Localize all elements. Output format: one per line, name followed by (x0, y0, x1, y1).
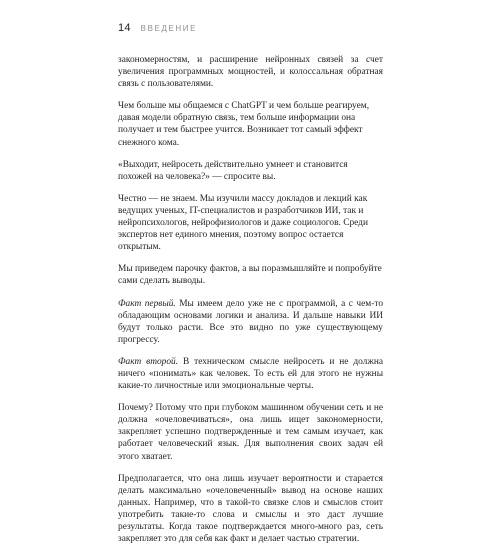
paragraph (118, 100, 383, 148)
fact-paragraph (118, 298, 383, 346)
fact-paragraph (118, 356, 383, 392)
fact-lead: Факт первый. (118, 298, 176, 309)
page-number: 14 (118, 22, 131, 34)
paragraph (118, 159, 383, 183)
paragraph-text: Мы имеем дело уже не с программой, а с чем-то обладающим основами логики и анализа. И дальше навыки ИИ будут только расти. Все это видно по уже существующему прогрессу. (118, 298, 384, 345)
paragraph-text: закономерностям, и расширение нейронных связей за счет увеличения программных мощностей, и колоссальная обратная связь с пользователями. (118, 55, 383, 90)
paragraph-text: Мы приведем парочку фактов, а вы поразмышляйте и попробуйте сами сделать выводы. (118, 264, 382, 287)
body-text (118, 54, 383, 555)
page-header (118, 22, 197, 34)
paragraph (118, 263, 383, 287)
paragraph-text: Почему? Потому что при глубоком машинном обучении сеть и не должна «очеловечиваться», она лишь ищет закономерности, закрепляет успешно подтвержденные и тем самым изучает, как работает человеческий язык. Для выполнения своих задач ей этого хватает. (118, 403, 383, 462)
paragraph-text: Предполагается, что она лишь изучает вероятности и старается делать максимально «очеловеченный» вывод на основе наших данных. Например, что в такой-то связке слов и смыслов стоит употребить такие-то слова и смыслы и это даст лучшие результаты. Когда такое подтверждается много-много раз, сеть закрепляет это для себя как факт и делает частью стратегии. (118, 473, 383, 545)
paragraph-text: «Выходит, нейросеть действительно умнеет и становится похожей на человека?» — спросите вы. (118, 159, 348, 182)
paragraph (118, 193, 383, 253)
paragraph (118, 473, 383, 546)
paragraph (118, 54, 383, 90)
paragraph-text: В техническом смысле нейросеть и не должна ничего «понимать» как человек. То есть ей для этого не нужны какие-то личностные или эмоциональные черты. (118, 356, 383, 392)
paragraph (118, 402, 383, 462)
running-head: ВВЕДЕНИЕ (140, 24, 198, 33)
paragraph-text: Честно — не знаем. Мы изучили массу докладов и лекций как ведущих ученых, IT-специалистов и разработчиков ИИ, так и нейропсихологов, нейрофизиологов и даже социологов. Среди экспертов нет единого мнения, поэтому вопрос остается открытым. (118, 193, 368, 253)
paragraph-text: Чем больше мы общаемся с ChatGPT и чем больше реагируем, давая модели обратную связь, тем больше информации она получает и тем быстрее учится. Возникает тот самый эффект снежного кома. (118, 101, 370, 148)
fact-lead: Факт второй. (118, 356, 179, 367)
